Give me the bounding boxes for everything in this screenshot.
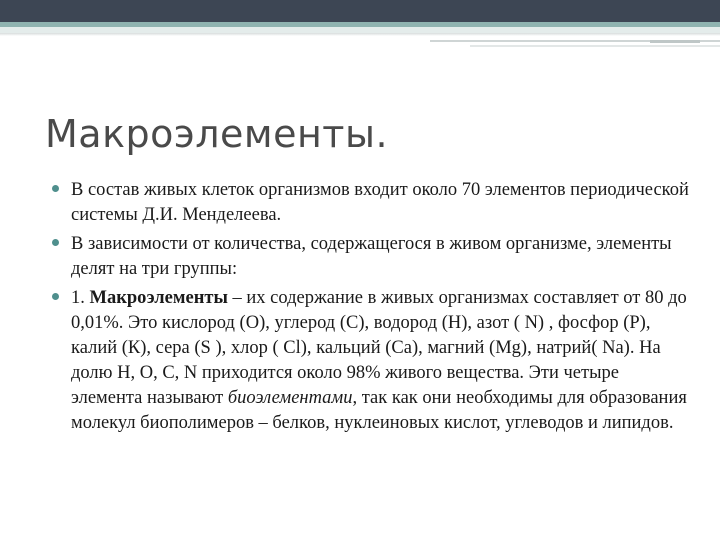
slide-content [50, 178, 690, 440]
bullet-text: – их содержание в живых организмах составляет от 80 до 0,01%. Это кислород (О), углерод (С), водород (Н), азот ( N) , фосфор (P), калий (К), сера (S ), хлор ( Cl), кальций (Са), магний (Mg), натрий( Na). На долю H, O, C, N приходится около 98% живого вещества. Эти четыре элемента называют [71, 288, 687, 408]
slide-title: Макроэлементы. [45, 112, 389, 156]
bullet-text: В зависимости от количества, содержащегося в живом организме, элементы делят на три группы: [71, 234, 672, 279]
top-bar-shadow [0, 33, 720, 36]
bullet-text: В состав живых клеток организмов входит около 70 элементов периодической системы Д.И. Менделеева. [71, 180, 689, 225]
bullet-dot-icon [52, 185, 59, 192]
bullet-text: , так как они необходимы для образования молекул биополимеров – белков, нуклеиновых кислот, углеводов и липидов. [71, 388, 687, 433]
bullet-item [50, 232, 690, 282]
bullet-item [50, 286, 690, 436]
bullet-term: Макроэлементы [89, 288, 228, 308]
bullet-dot-icon [52, 239, 59, 246]
decorative-line [470, 45, 720, 47]
bullet-italic-term: биоэлементами [227, 388, 353, 408]
bullet-number: 1. [71, 288, 90, 308]
top-bar-dark [0, 0, 720, 22]
bullet-dot-icon [52, 293, 59, 300]
decorative-line [650, 40, 700, 43]
bullet-item [50, 178, 690, 228]
